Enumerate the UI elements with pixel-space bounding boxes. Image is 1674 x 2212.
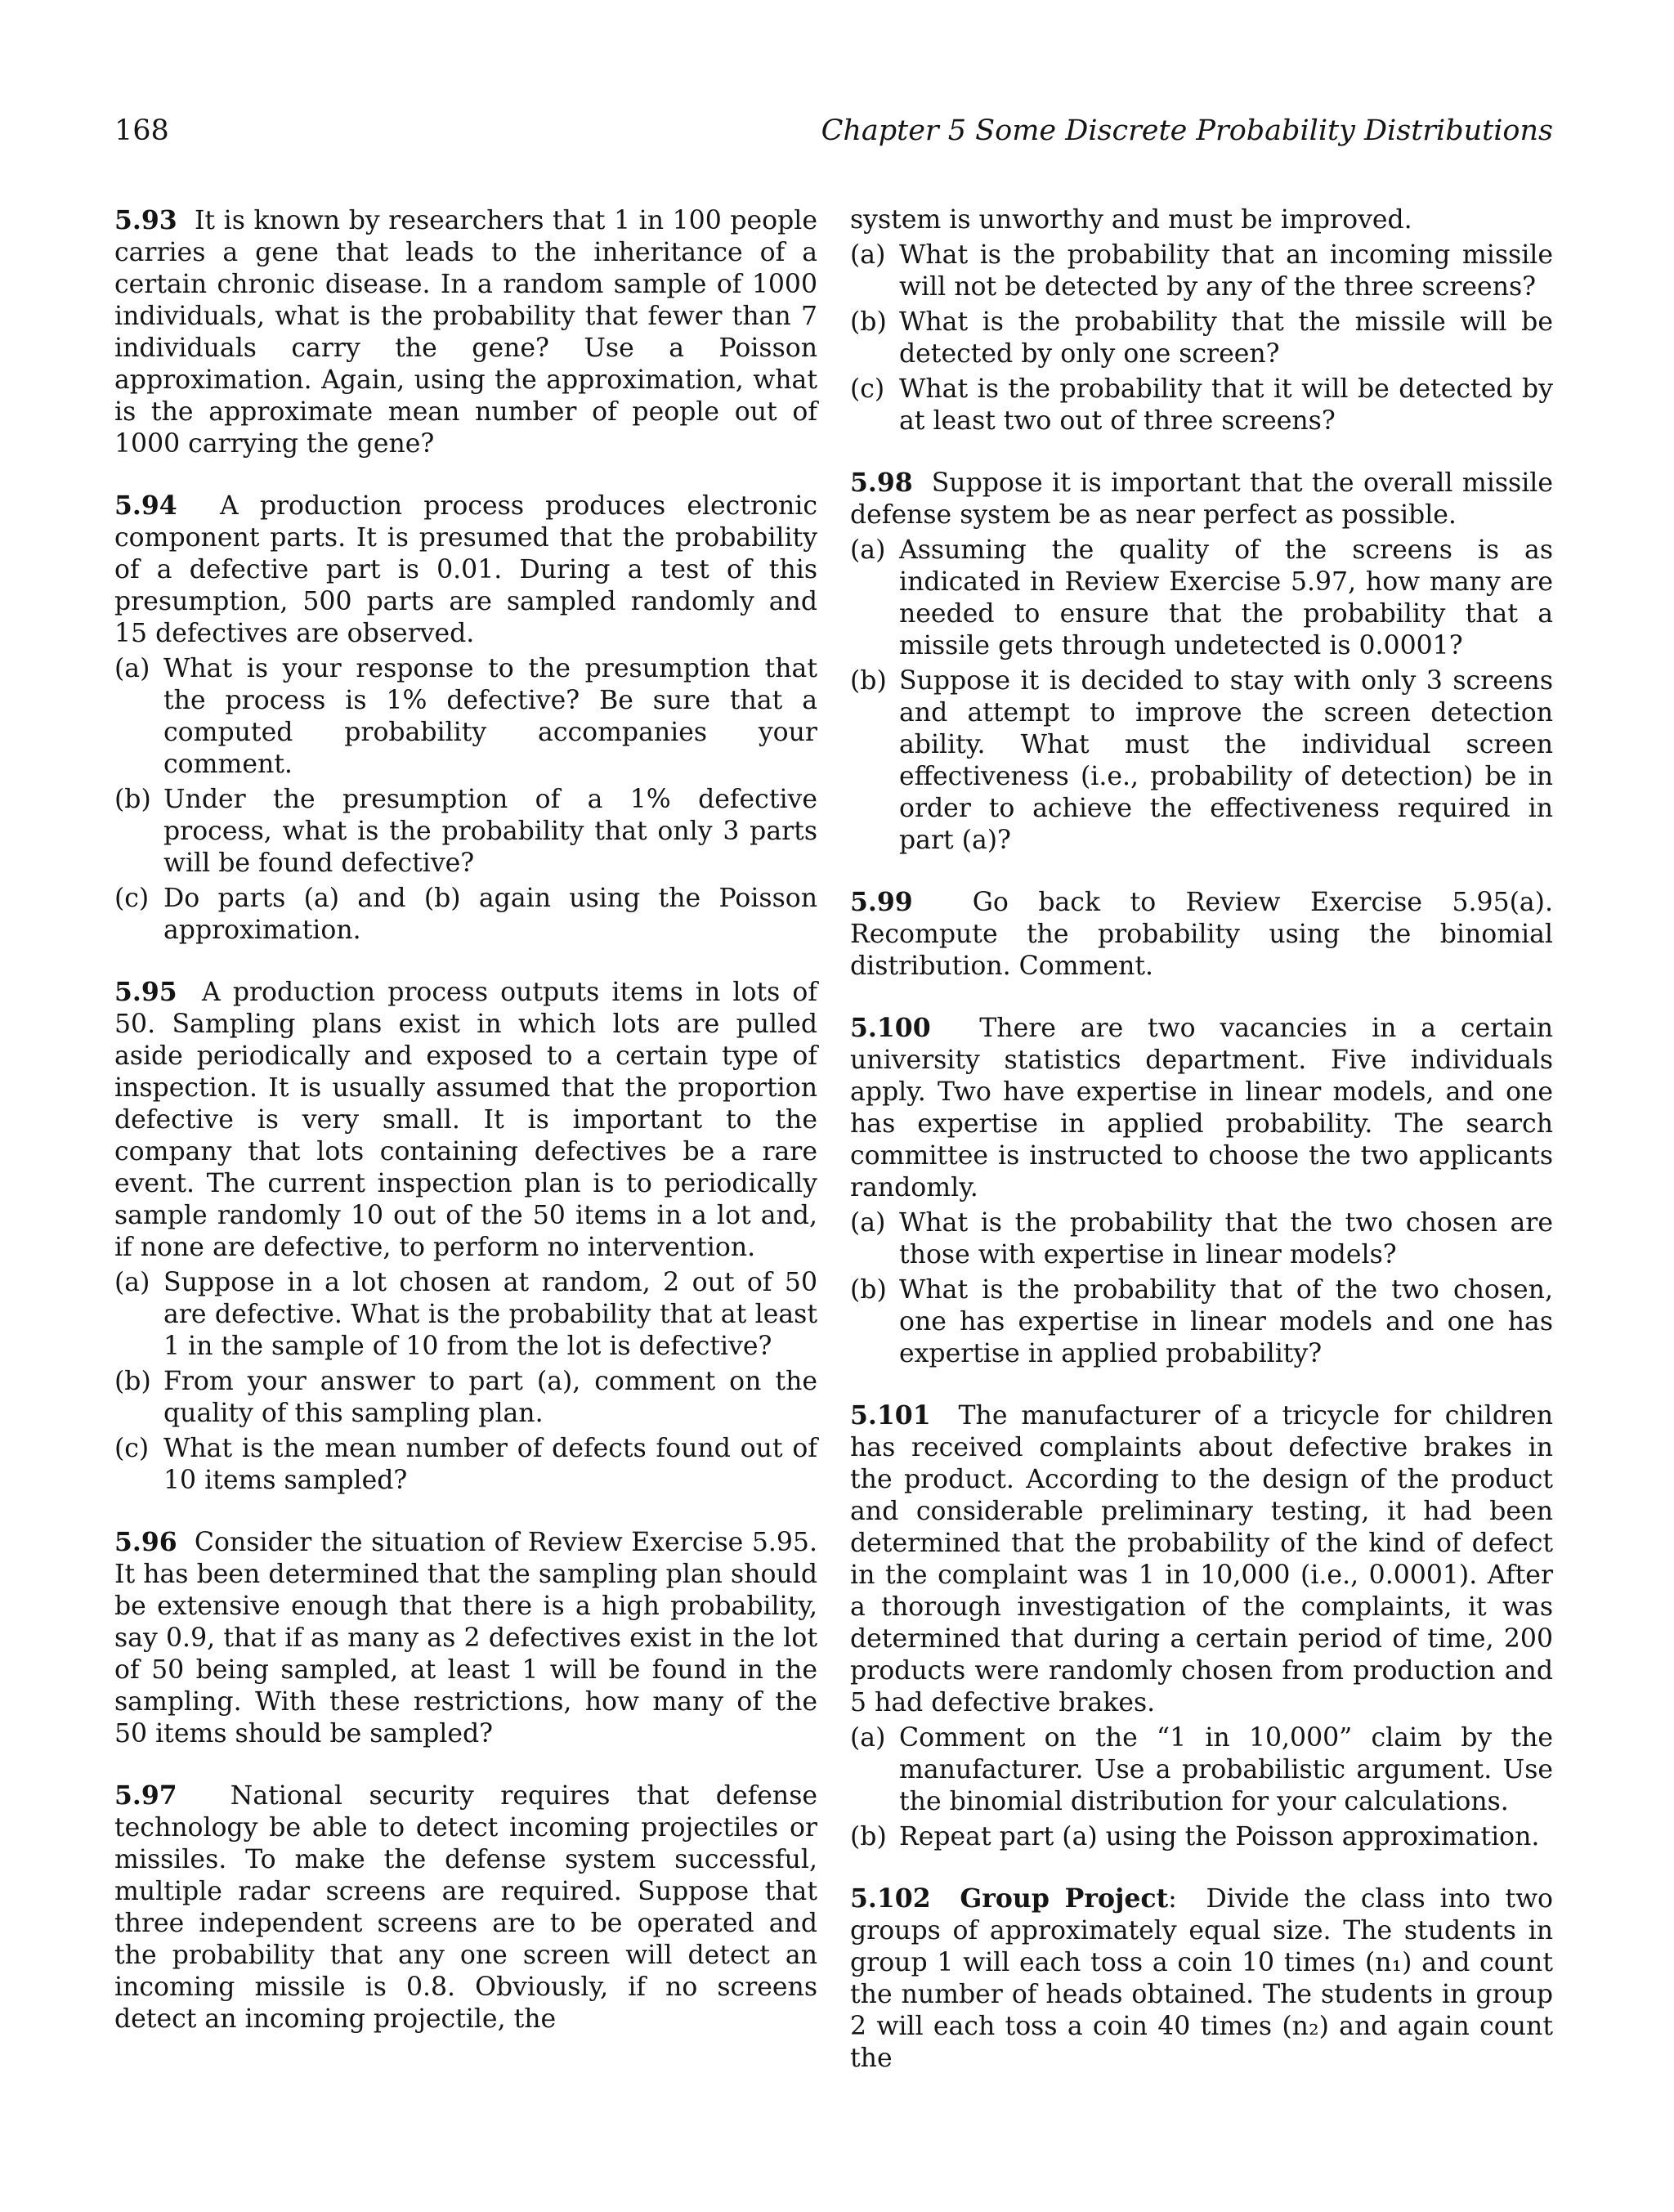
exercise-part bbox=[114, 653, 817, 781]
part-text: What is the probability that the missile will be detected by only one screen? bbox=[899, 307, 1553, 369]
part-label: (a) bbox=[850, 1208, 886, 1238]
exercise-number: 5.93 bbox=[114, 205, 177, 235]
part-label: (b) bbox=[850, 307, 887, 337]
part-label: (a) bbox=[850, 535, 886, 565]
exercise-text: Go back to Review Exercise 5.95(a). Recompute the probability using the binomial distribution. Comment. bbox=[850, 888, 1553, 981]
exercise-number: 5.95 bbox=[114, 977, 177, 1007]
exercise-part bbox=[114, 883, 817, 947]
exercise-text: Divide the class into two groups of approximately equal size. The students in group 1 will each toss a coin 10 times (n₁) and count the number of heads obtained. The students in group 2 will each toss a coin 40 times (n₂) and again count the bbox=[850, 1884, 1554, 2073]
exercise-part bbox=[850, 1821, 1553, 1853]
exercise-text: Suppose it is important that the overall missile defense system be as near perfect as possible. bbox=[850, 468, 1553, 530]
exercise-text: Consider the situation of Review Exercise 5.95. It has been determined that the sampling plan should be extensive enough that there is a high probability, say 0.9, that if as many as 2 defectives exist in the lot of 50 being sampled, at least 1 will be found in the sampling. With these restrictions, how many of the 50 items should be sampled? bbox=[114, 1528, 817, 1749]
part-label: (c) bbox=[850, 374, 885, 404]
part-label: (c) bbox=[114, 884, 150, 913]
part-label: (b) bbox=[114, 785, 151, 814]
part-text: Suppose it is decided to stay with only 3 screens and attempt to improve the screen detection ability. What must the individual screen effectiveness (i.e., probability of detection) be in order to achieve the effectiveness required in part (a)? bbox=[899, 666, 1553, 855]
exercise-part bbox=[850, 307, 1553, 370]
exercise-number: 5.94 bbox=[114, 490, 177, 521]
part-text: What is your response to the presumption that the process is 1% defective? Be sure that a computed probability accompanies your comment. bbox=[163, 654, 817, 779]
part-text: Under the presumption of a 1% defective process, what is the probability that only 3 parts will be found defective? bbox=[163, 785, 817, 878]
part-text: Do parts (a) and (b) again using the Poisson approximation. bbox=[163, 884, 817, 945]
part-label: (a) bbox=[850, 1723, 886, 1753]
part-label: (a) bbox=[114, 654, 150, 683]
exercise-part bbox=[114, 1366, 817, 1430]
exercise-text: The manufacturer of a tricycle for children has received complaints about defective brakes in the product. According to the design of the product and considerable preliminary testing, it had been determined that the probability of the kind of defect in the complaint was 1 in 10,000 (i.e., 0.0001). After a thorough investigation of the complaints, it was determined that during a certain period of time, 200 products were randomly chosen from production and 5 had defective brakes. bbox=[850, 1401, 1553, 1717]
part-text: What is the probability that it will be detected by at least two out of three screens? bbox=[899, 374, 1553, 436]
part-text: From your answer to part (a), comment on the quality of this sampling plan. bbox=[163, 1367, 817, 1428]
part-label: (a) bbox=[850, 240, 886, 270]
exercise-number: 5.101 bbox=[850, 1400, 931, 1431]
part-text: Suppose in a lot chosen at random, 2 out of 50 are defective. What is the probability that at least 1 in the sample of 10 from the lot is defective? bbox=[163, 1268, 817, 1361]
part-label: (b) bbox=[850, 1822, 887, 1852]
exercise-part bbox=[850, 240, 1553, 303]
exercise-part bbox=[850, 374, 1553, 437]
exercise-number: 5.98 bbox=[850, 468, 913, 498]
exercise-part bbox=[850, 1722, 1553, 1818]
running-head: Chapter 5 Some Discrete Probability Distributions bbox=[821, 114, 1553, 147]
exercise-part bbox=[114, 1267, 817, 1363]
exercise-5-95 bbox=[114, 976, 817, 1497]
exercise-number: 5.100 bbox=[850, 1013, 931, 1043]
exercise-part bbox=[850, 535, 1553, 662]
exercise-part bbox=[114, 1433, 817, 1497]
part-label: (a) bbox=[114, 1268, 150, 1297]
exercise-5-99 bbox=[850, 886, 1553, 983]
exercise-5-98 bbox=[850, 467, 1553, 857]
exercise-title: Group Project bbox=[960, 1883, 1169, 1914]
part-label: (b) bbox=[114, 1367, 151, 1396]
exercise-5-101 bbox=[850, 1399, 1553, 1853]
exercise-part bbox=[850, 1274, 1553, 1370]
exercise-number: 5.102 bbox=[850, 1883, 931, 1914]
part-text: What is the probability that of the two chosen, one has expertise in linear models and one has expertise in applied probability? bbox=[899, 1275, 1553, 1368]
exercise-number: 5.99 bbox=[850, 887, 913, 917]
exercise-5-97-continued bbox=[850, 204, 1553, 437]
exercise-part bbox=[850, 1207, 1553, 1271]
exercise-5-93 bbox=[114, 204, 817, 460]
exercise-number: 5.97 bbox=[114, 1780, 177, 1811]
part-label: (b) bbox=[850, 1275, 887, 1305]
exercise-text: A production process produces electronic component parts. It is presumed that the probability of a defective part is 0.01. During a test of this presumption, 500 parts are sampled randomly and 15 defectives are observed. bbox=[114, 491, 818, 648]
exercise-text: system is unworthy and must be improved. bbox=[850, 205, 1412, 235]
part-label: (b) bbox=[850, 666, 887, 696]
exercise-part bbox=[850, 665, 1553, 857]
exercise-5-94 bbox=[114, 490, 817, 947]
exercise-text: National security requires that defense technology be able to detect incoming projectiles or missiles. To make the defense system successful, multiple radar screens are required. Suppose that three independent screens are to be operated and the probability that any one screen will detect an incoming missile is 0.8. Obviously, if no screens detect an incoming projectile, the bbox=[114, 1781, 817, 2034]
exercise-text: There are two vacancies in a certain university statistics department. Five individuals apply. Two have expertise in linear models, and one has expertise in applied probability. The search committee is instructed to choose the two applicants randomly. bbox=[850, 1014, 1553, 1202]
part-text: Repeat part (a) using the Poisson approximation. bbox=[899, 1822, 1540, 1852]
exercise-text: A production process outputs items in lots of 50. Sampling plans exist in which lots are pulled aside periodically and exposed to a certain type of inspection. It is usually assumed that the proportion defective is very small. It is important to the company that lots containing defectives be a rare event. The current inspection plan is to periodically sample randomly 10 out of the 50 items in a lot and, if none are defective, to perform no intervention. bbox=[114, 978, 817, 1262]
part-text: What is the mean number of defects found out of 10 items sampled? bbox=[163, 1434, 817, 1495]
left-column bbox=[114, 204, 817, 2065]
part-text: Assuming the quality of the screens is as indicated in Review Exercise 5.97, how many are needed to ensure that the probability that a missile gets through undetected is 0.0001? bbox=[899, 535, 1553, 660]
exercise-number: 5.96 bbox=[114, 1527, 177, 1557]
part-text: Comment on the “1 in 10,000” claim by the manufacturer. Use a probabilistic argument. Use the binomial distribution for your calculations. bbox=[899, 1723, 1553, 1816]
page-header bbox=[114, 113, 1553, 149]
part-label: (c) bbox=[114, 1434, 150, 1463]
page-number: 168 bbox=[114, 114, 169, 147]
part-text: What is the probability that an incoming missile will not be detected by any of the three screens? bbox=[899, 240, 1553, 302]
exercise-5-100 bbox=[850, 1012, 1553, 1370]
exercise-5-97 bbox=[114, 1780, 817, 2035]
exercise-5-102: 5.102 Group Project: Divide the class into two groups of approximately equal size. The students in group 1 will each toss a coin 10 times (n₁) and count the number of heads obtained. The students in group 2 will each toss a coin 40 times (n₂) and again count the bbox=[850, 1883, 1554, 2073]
part-text: What is the probability that the two chosen are those with expertise in linear models? bbox=[899, 1208, 1553, 1269]
exercise-part bbox=[114, 784, 817, 880]
exercise-text: It is known by researchers that 1 in 100 people carries a gene that leads to the inheritance of a certain chronic disease. In a random sample of 1000 individuals, what is the probability that fewer than 7 individuals carry the gene? Use a Poisson approximation. Again, using the approximation, what is the approximate mean number of people out of 1000 carrying the gene? bbox=[114, 206, 817, 459]
right-column bbox=[850, 204, 1553, 2104]
exercise-5-96 bbox=[114, 1526, 817, 1750]
